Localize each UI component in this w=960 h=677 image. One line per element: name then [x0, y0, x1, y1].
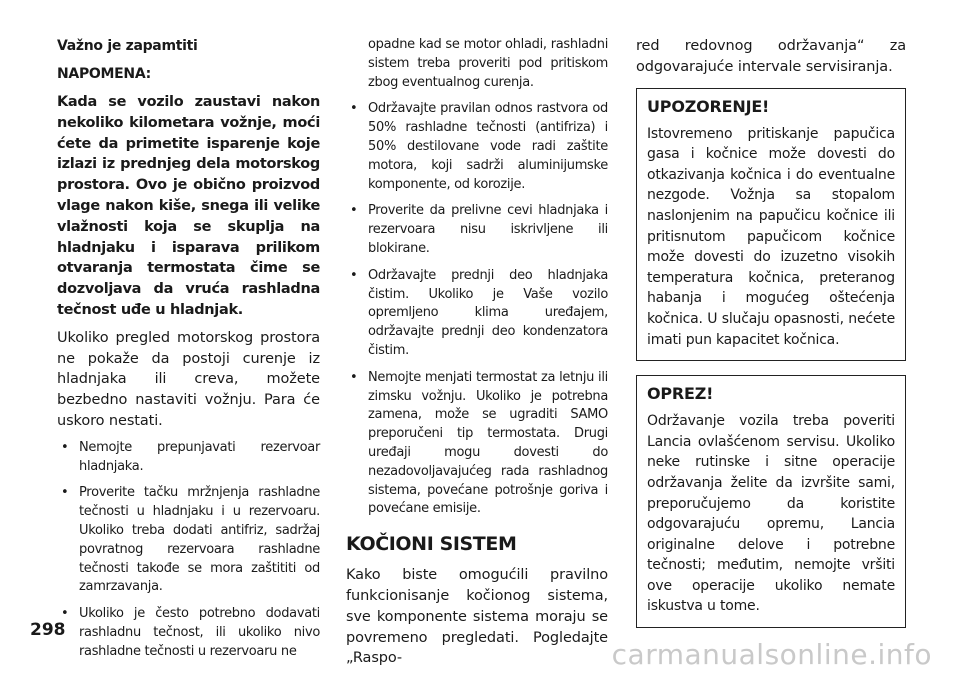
watermark: carmanualsonline.info	[611, 638, 932, 671]
section-paragraph: Kako biste omogućili pravilno funkcionisanje kočionog sistema, sve komponente sistema moraju se povremeno pregledati. Pogledajte „Raspo-	[346, 567, 608, 667]
list-item: • Održavajte pravilan odnos rastvora od 50% rashladne tečnosti (antifriza) i 50% destilovane vode radi zaštite motora, koji sadrži aluminijumske komponente, od korozije.	[346, 100, 608, 194]
column-right	[636, 36, 906, 642]
paragraph: Ukoliko pregled motorskog prostora ne pokaže da postoji curenje iz hladnjaka ili creva, možete bezbedno nastaviti vožnju. Para će uskoro nestati.	[57, 329, 320, 429]
page-number: 298	[30, 620, 66, 640]
bullet-continuation: opadne kad se motor ohladi, rashladni sistem treba proveriti pod pritiskom zbog eventualnog curenja.	[368, 37, 608, 90]
section-title: KOČIONI SISTEM	[346, 533, 517, 556]
warning-text: Istovremeno pritiskanje papučica gasa i kočnice može dovesti do otkazivanja kočnica i do eventualne nezgode. Vožnja sa stopalom naslonjenim na papučicu kočnice ili pritisnutom papučicom kočnice može dovesti do izuzetno visokih temperatura kočnica, preteranog habanja i mogućeg oštećenja kočnica. U slučaju opasnosti, nećete imati pun kapacitet kočnica.	[647, 125, 895, 348]
column-left	[57, 36, 320, 670]
caution-text: Održavanje vozila treba poveriti Lancia ovlašćenom servisu. Ukoliko neke rutinske i sitne operacije održavanja želite da izvršite sami, preporučujemo da koristite odgovarajuću opremu, Lancia originalne delove i potrebne tečnosti; međutim, nemojte vršiti ove operacije ukoliko nemate iskustva u tome.	[647, 413, 895, 615]
list-item: • Proverite da prelivne cevi hladnjaka i rezervoara nisu iskrivljene ili blokirane.	[346, 202, 608, 258]
heading-remember: Važno je zapamtiti	[57, 38, 198, 54]
bullet-list	[57, 439, 320, 662]
list-item: • Nemojte prepunjavati rezervoar hladnjaka.	[57, 439, 320, 477]
list-item: • Održavajte prednji deo hladnjaka čistim. Ukoliko je Vaše vozilo opremljeno klima uređajem, održavajte prednji deo kondenzatora čistim.	[346, 267, 608, 361]
list-item: • Nemojte menjati termostat za letnju ili zimsku vožnju. Ukoliko je potrebna zamena, može se ugraditi SAMO preporučeni tip termostata. Drugi uređaji mogu dovesti do nezadovoljavajućeg rada rashladnog sistema, povećane potrošnje goriva i povećane emisije.	[346, 369, 608, 519]
list-item: • Ukoliko je često potrebno dodavati rashladnu tečnost, ili ukoliko nivo rashladne tečnosti u rezervoaru ne	[57, 605, 320, 661]
bullet-list	[346, 100, 608, 519]
warning-title: UPOZORENJE!	[647, 96, 770, 116]
warning-box	[636, 88, 906, 362]
note-text: Kada se vozilo zaustavi nakon nekoliko kilometara vožnje, moći ćete da primetite isparenje koje izlazi iz prednjeg dela motorskog prostora. Ovo je obično proizvod vlage nakon kiše, snega ili velike vlažnosti koja se skuplja na hladnjaku i isparava prilikom otvaranja termostata čime se dozvoljava da vruća rashladna tečnost uđe u hladnjak.	[57, 94, 320, 318]
heading-note: NAPOMENA:	[57, 66, 151, 82]
list-item: • Proverite tačku mržnjenja rashladne tečnosti u hladnjaku i u rezervoaru. Ukoliko treba dodati antifriz, sadržaj povratnog rezervoara rashladne tečnosti takođe se mora zaštititi od zamrzavanja.	[57, 484, 320, 597]
caution-box	[636, 375, 906, 628]
column-middle	[346, 36, 608, 676]
caution-title: OPREZ!	[647, 384, 714, 404]
paragraph: red redovnog održavanja“ za odgovarajuće intervale servisiranja.	[636, 38, 906, 75]
